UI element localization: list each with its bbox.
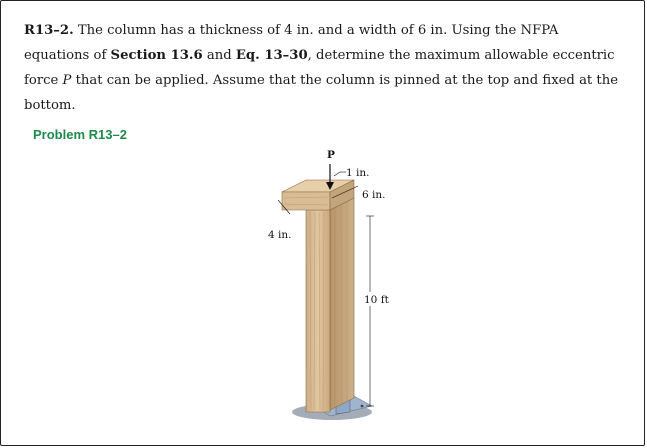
problem-text-part2: , determine the maximum allowable eccentric force: [24, 48, 615, 88]
force-variable: P: [62, 73, 72, 88]
eccentricity-label: 1 in.: [346, 167, 370, 179]
height-label: 10 ft: [364, 294, 389, 306]
and-text: and: [202, 48, 236, 63]
figure-label: Problem R13–2: [33, 127, 127, 142]
equation-reference: Eq. 13–30: [235, 48, 308, 63]
problem-number: R13–2.: [24, 23, 74, 38]
load-label: P: [327, 149, 335, 161]
cap-front-face: [282, 192, 330, 210]
bolt-icon: [361, 405, 364, 408]
width-label: 6 in.: [362, 189, 386, 201]
column-illustration: [250, 140, 410, 440]
column-front-face: [306, 210, 330, 412]
problem-text-part1: The column has a thickness of 4 in. and a width of 6 in. Using the NFPA equations of: [24, 23, 559, 63]
problem-statement: [24, 18, 624, 118]
thickness-label: 4 in.: [268, 229, 292, 241]
column-figure: [250, 140, 410, 440]
problem-text-part3: that can be applied. Assume that the column is pinned at the top and fixed at the bottom.: [24, 73, 619, 113]
section-reference: Section 13.6: [110, 48, 203, 63]
